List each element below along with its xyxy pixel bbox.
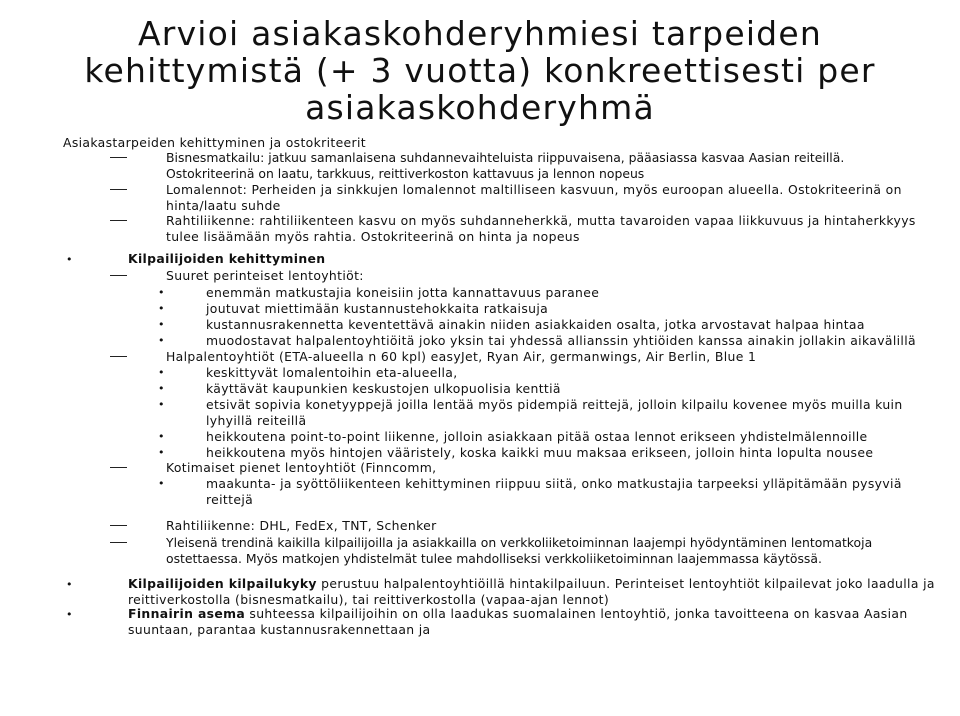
- bullet-icon: •: [66, 608, 73, 621]
- bullet-lowcost-3: etsivät sopivia konetyyppejä joilla lentää myös pidempiä reittejä, jolloin kilpailu kovenee myös muilla kuin: [206, 397, 903, 412]
- bullet-competitiveness: [128, 576, 935, 592]
- bullet-legacy-3: kustannusrakennetta keventettävä ainakin niiden asiakkaiden osalta, jotka arvostavat halpaa hintaa: [206, 317, 865, 332]
- bullet-finnair-position: [128, 606, 908, 622]
- bullet-competitiveness-text: perustuu halpalentoyhtiöillä hintakilpailuun. Perinteiset lentoyhtiöt kilpailevat joko laadulla ja: [316, 576, 935, 591]
- bullet-icon: •: [158, 398, 165, 411]
- bullet-finnair-position-cont: suuntaan, parantaa kustannusrakennettaan ja: [128, 622, 431, 637]
- list-item-leisure-cont: hinta/laatu suhde: [166, 198, 281, 213]
- bullet-legacy-4: muodostavat halpalentoyhtiöitä joko yksin tai yhdessä allianssin yhtiöiden kanssa ainakin jollakin aikavälillä: [206, 333, 916, 348]
- sub-item-trend-cont: ostettaessa. Myös matkojen yhdistelmät tulee mahdolliseksi verkkoliiketoiminnan laajemmassa käytössä.: [166, 551, 822, 566]
- bullet-icon: •: [158, 286, 165, 299]
- dash-marker: [110, 467, 127, 468]
- bullet-domestic-1-cont: reittejä: [206, 492, 254, 507]
- dash-marker: [110, 356, 127, 357]
- bullet-icon: •: [158, 446, 165, 459]
- bullet-lowcost-4: heikkoutena point-to-point liikenne, jolloin asiakkaan pitää ostaa lennot erikseen yhdistelmälennoille: [206, 429, 868, 444]
- bullet-icon: •: [158, 430, 165, 443]
- bullet-lowcost-1: keskittyvät lomalentoihin eta-alueella,: [206, 365, 458, 380]
- bullet-competitiveness-cont: reittiverkostolla (bisnesmatkailu), tai reittiverkostolla (vapaa-ajan lennot): [128, 592, 610, 607]
- dash-marker: [110, 542, 127, 543]
- sub-item-trend: Yleisenä trendinä kaikilla kilpailijoilla ja asiakkailla on verkkoliiketoiminnan laajempi hyödyntäminen lentomatkoja: [166, 535, 873, 550]
- dash-marker: [110, 189, 127, 190]
- bullet-icon: •: [158, 302, 165, 315]
- list-item-cargo-cont: tulee lisäämään myös rahtia. Ostokriteerinä on hinta ja nopeus: [166, 229, 580, 244]
- slide-title-line-1: Arvioi asiakaskohderyhmiesi tarpeiden: [138, 14, 822, 53]
- list-item-leisure: Lomalennot: Perheiden ja sinkkujen lomalennot maltilliseen kasvuun, myös euroopan alueella. Ostokriteerinä on: [166, 182, 902, 197]
- bullet-icon: •: [158, 382, 165, 395]
- sub-item-domestic: Kotimaiset pienet lentoyhtiöt (Finncomm,: [166, 460, 437, 475]
- bullet-domestic-1: maakunta- ja syöttöliikenteen kehittyminen riippuu siitä, onko matkustajia tarpeeksi ylläpitämään pysyviä: [206, 476, 902, 491]
- dash-marker: [110, 275, 127, 276]
- list-item-cargo: Rahtiliikenne: rahtiliikenteen kasvu on myös suhdanneherkkä, mutta tavaroiden vapaa liikkuvuus ja hintaherkkyys: [166, 213, 916, 228]
- bullet-finnair-text: suhteessa kilpailijoihin on olla laadukas suomalainen lentoyhtiö, jonka tavoitteena on kasvaa Aasian: [245, 606, 908, 621]
- sub-item-cargo-competitors: Rahtiliikenne: DHL, FedEx, TNT, Schenker: [166, 518, 437, 533]
- slide-title-line-2: kehittymistä (+ 3 vuotta) konkreettisesti per: [84, 51, 876, 90]
- bullet-icon: •: [158, 334, 165, 347]
- bullet-lowcost-3-cont: lyhyillä reiteillä: [206, 413, 307, 428]
- list-item-business-travel-cont: Ostokriteerinä on laatu, tarkkuus, reittiverkoston kattavuus ja lennon nopeus: [166, 166, 645, 181]
- dash-marker: [110, 157, 127, 158]
- bullet-icon: •: [158, 477, 165, 490]
- bullet-legacy-2: joutuvat miettimään kustannustehokkaita ratkaisuja: [206, 301, 549, 316]
- bullet-lowcost-2: käyttävät kaupunkien keskustojen ulkopuolisia kenttiä: [206, 381, 561, 396]
- bullet-icon: •: [158, 318, 165, 331]
- list-item-business-travel: Bisnesmatkailu: jatkuu samanlaisena suhdannevaihteluista riippuvaisena, pääasiassa kasvaa Aasian reiteillä.: [166, 150, 845, 165]
- slide-title-line-3: asiakaskohderyhmä: [305, 88, 655, 127]
- dash-marker: [110, 220, 127, 221]
- sub-item-low-cost: Halpalentoyhtiöt (ETA-alueella n 60 kpl) easyJet, Ryan Air, germanwings, Air Berlin, Blue 1: [166, 349, 757, 364]
- bullet-finnair-bold: Finnairin asema: [128, 606, 246, 621]
- sub-item-legacy-airlines: Suuret perinteiset lentoyhtiöt:: [166, 268, 364, 283]
- bullet-competitiveness-bold: Kilpailijoiden kilpailukyky: [128, 576, 317, 591]
- section-heading-customer-needs: Asiakastarpeiden kehittyminen ja ostokriteerit: [63, 135, 366, 150]
- dash-marker: [110, 525, 127, 526]
- bullet-lowcost-5: heikkoutena myös hintojen vääristely, koska kaikki muu maksaa erikseen, jolloin hinta lopulta nousee: [206, 445, 874, 460]
- bullet-icon: •: [66, 253, 73, 266]
- bullet-legacy-1: enemmän matkustajia koneisiin jotta kannattavuus paranee: [206, 285, 600, 300]
- bullet-icon: •: [158, 366, 165, 379]
- section-heading-competitors: Kilpailijoiden kehittyminen: [128, 251, 326, 266]
- bullet-icon: •: [66, 578, 73, 591]
